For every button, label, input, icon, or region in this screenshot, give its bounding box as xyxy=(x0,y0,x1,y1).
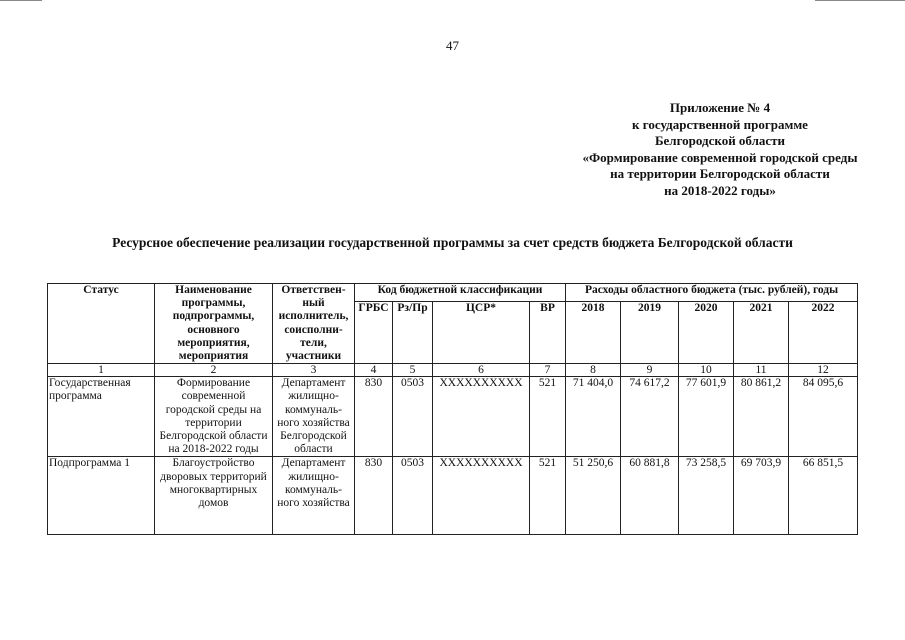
row-value-2019: 74 617,2 xyxy=(621,377,679,457)
row-value-2018: 71 404,0 xyxy=(566,377,621,457)
resource-table xyxy=(47,283,858,535)
column-number-row xyxy=(48,364,858,377)
header-year-2022: 2022 xyxy=(789,301,858,364)
column-number: 4 xyxy=(355,364,393,377)
row-value-2022: 84 095,6 xyxy=(789,377,858,457)
header-year-2021: 2021 xyxy=(734,301,789,364)
document-title: Ресурсное обеспечение реализации государственной программы за счет средств бюджета Белгородской области xyxy=(112,235,793,250)
appendix-line: к государственной программе xyxy=(632,116,808,132)
row-status xyxy=(48,457,155,535)
row-grbs: 830 xyxy=(355,377,393,457)
row-csr: XXXXXXXXXX xyxy=(433,457,530,535)
row-executor-text: Департамент жилищно-коммуналь-ного хозяйства xyxy=(277,457,350,510)
header-year-2018: 2018 xyxy=(566,301,621,364)
appendix-line: Приложение № 4 xyxy=(669,100,771,115)
column-number: 1 xyxy=(48,364,155,377)
row-executor xyxy=(273,457,355,535)
page-number: 47 xyxy=(446,38,459,53)
row-value-2018: 51 250,6 xyxy=(566,457,621,535)
header-executor: Ответствен-ный исполнитель, соисполни-тели, участники xyxy=(273,284,355,364)
column-number: 5 xyxy=(393,364,433,377)
column-number: 9 xyxy=(621,364,679,377)
header-vr: ВР xyxy=(530,301,566,364)
appendix-line: Белгородской области xyxy=(654,133,786,148)
column-number: 6 xyxy=(433,364,530,377)
row-value-2020: 73 258,5 xyxy=(679,457,734,535)
appendix-line: на 2018-2022 годы» xyxy=(664,182,776,198)
row-value-2020: 77 601,9 xyxy=(679,377,734,457)
row-value-2021: 69 703,9 xyxy=(734,457,789,535)
appendix-line: на территории Белгородской области xyxy=(610,166,830,181)
row-value-2022: 66 851,5 xyxy=(789,457,858,535)
column-number: 8 xyxy=(566,364,621,377)
top-edge-line-left xyxy=(0,0,42,1)
row-value-2019: 60 881,8 xyxy=(621,457,679,535)
header-rzpr: Рз/Пр xyxy=(393,301,433,364)
header-csr: ЦСР* xyxy=(433,301,530,364)
column-number: 12 xyxy=(789,364,858,377)
appendix-line: «Формирование современной городской среды xyxy=(582,149,858,165)
header-year-2020: 2020 xyxy=(679,301,734,364)
header-status: Статус xyxy=(48,284,155,364)
header-name: Наименование программы, подпрограммы, основного мероприятия, мероприятия xyxy=(155,284,273,364)
header-year-2019: 2019 xyxy=(621,301,679,364)
column-number: 11 xyxy=(734,364,789,377)
header-budget-code: Код бюджетной классификации xyxy=(355,284,566,302)
row-status: Государственная программа xyxy=(48,377,155,457)
column-number: 3 xyxy=(273,364,355,377)
header-expenses: Расходы областного бюджета (тыс. рублей), годы xyxy=(566,284,858,302)
row-name: Формирование современной городской среды на территории Белгородской области на 2018-2022 годы xyxy=(155,377,273,457)
row-status-text: Подпрограмма 1 xyxy=(49,457,131,470)
row-name-text: Благоустройство дворовых территорий многоквартирных домов xyxy=(160,457,267,510)
row-executor: Департамент жилищно-коммуналь-ного хозяйства Белгородской области xyxy=(273,377,355,457)
appendix-heading xyxy=(540,100,900,199)
row-grbs: 830 xyxy=(355,457,393,535)
row-vr: 521 xyxy=(530,457,566,535)
row-csr: XXXXXXXXXX xyxy=(433,377,530,457)
row-value-2021: 80 861,2 xyxy=(734,377,789,457)
column-number: 7 xyxy=(530,364,566,377)
row-vr: 521 xyxy=(530,377,566,457)
row-name xyxy=(155,457,273,535)
table-row-subprogram-1 xyxy=(48,457,858,535)
column-number: 2 xyxy=(155,364,273,377)
top-edge-line-right xyxy=(815,0,905,1)
table-row-state-program xyxy=(48,377,858,457)
column-number: 10 xyxy=(679,364,734,377)
row-rzpr: 0503 xyxy=(393,377,433,457)
row-rzpr: 0503 xyxy=(393,457,433,535)
header-grbs: ГРБС xyxy=(355,301,393,364)
